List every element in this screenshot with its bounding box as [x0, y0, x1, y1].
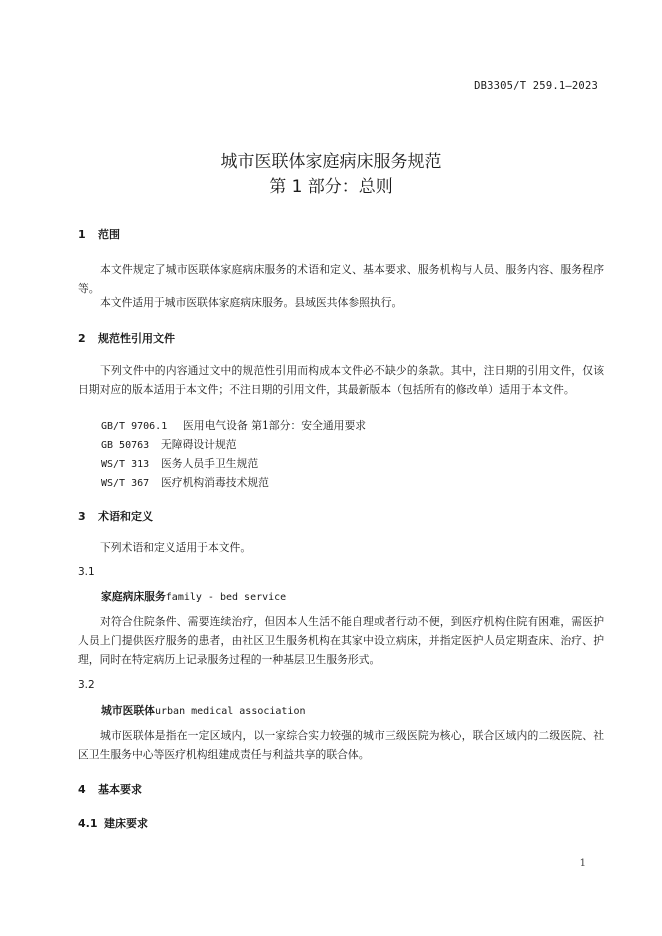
- term-chinese: 家庭病床服务: [101, 590, 166, 603]
- section-1-heading: [78, 226, 120, 242]
- paragraph-text: 城市医联体是指在一定区域内，以一家综合实力较强的城市三级医院为核心，联合区域内的二级医院、社区卫生服务中心等医疗机构组建成责任与利益共享的联合体。: [78, 729, 604, 761]
- page-number: 1: [579, 858, 586, 869]
- section-2-intro: [78, 361, 604, 399]
- section-1-paragraph-2: [78, 293, 604, 312]
- paragraph-text: 下列术语和定义适用于本文件。: [100, 541, 252, 554]
- section-4-title: 基本要求: [98, 783, 142, 796]
- section-2-number: 2: [78, 332, 86, 345]
- term-3-2: [101, 703, 306, 718]
- subsection-4-1-heading: [78, 815, 148, 831]
- document-title: 城市医联体家庭病床服务规范: [220, 152, 442, 172]
- paragraph-text: 本文件适用于城市医联体家庭病床服务。县域医共体参照执行。: [100, 296, 403, 309]
- reference-item: [101, 475, 269, 490]
- reference-title: 无障碍设计规范: [161, 438, 237, 451]
- section-1-title: 范围: [98, 228, 120, 241]
- document-code: DB3305/T 259.1—2023: [474, 80, 598, 92]
- reference-title: 医疗机构消毒技术规范: [161, 476, 269, 489]
- section-4-heading: [78, 781, 142, 797]
- section-3-intro: [78, 538, 604, 557]
- reference-code: GB 50763: [101, 440, 150, 451]
- section-1-number: 1: [78, 228, 86, 241]
- section-3-title: 术语和定义: [98, 510, 153, 523]
- term-3-1: [101, 589, 286, 604]
- subsection-4-1-number: 4.1: [78, 817, 98, 830]
- clause-number-3-2: 3.2: [78, 679, 95, 691]
- section-3-heading: [78, 508, 153, 524]
- reference-code: WS/T 313: [101, 459, 150, 470]
- reference-title: 医用电气设备 第1部分：安全通用要求: [183, 419, 367, 432]
- clause-number-3-1: 3.1: [78, 566, 95, 578]
- reference-title: 医务人员手卫生规范: [161, 457, 259, 470]
- term-3-2-definition: [78, 726, 604, 764]
- reference-item: [101, 456, 258, 471]
- term-english: family - bed service: [165, 592, 287, 603]
- reference-item: [101, 437, 237, 452]
- section-2-title: 规范性引用文件: [98, 332, 175, 345]
- reference-code: WS/T 367: [101, 478, 150, 489]
- term-chinese: 城市医联体: [101, 704, 155, 717]
- section-3-number: 3: [78, 510, 86, 523]
- section-4-number: 4: [78, 783, 86, 796]
- paragraph-text: 本文件规定了城市医联体家庭病床服务的术语和定义、基本要求、服务机构与人员、服务内容、服务程序等。: [78, 263, 604, 295]
- subsection-4-1-title: 建床要求: [104, 817, 148, 830]
- paragraph-text: 对符合住院条件、需要连续治疗，但因本人生活不能自理或者行动不便，到医疗机构住院有困难，需医护人员上门提供医疗服务的患者，由社区卫生服务机构在其家中设立病床，并指定医护人员定期查床、治疗、护理，同时在特定病历上记录服务过程的一种基层卫生服务形式。: [78, 615, 604, 666]
- term-english: urban medical association: [154, 706, 306, 717]
- paragraph-text: 下列文件中的内容通过文中的规范性引用而构成本文件必不缺少的条款。其中，注日期的引用文件，仅该日期对应的版本适用于本文件；不注日期的引用文件，其最新版本（包括所有的修改单）适用于本文件。: [78, 364, 604, 396]
- term-3-1-definition: [78, 612, 604, 669]
- document-subtitle: 第 1 部分：总则: [269, 177, 393, 197]
- section-2-heading: [78, 330, 175, 346]
- reference-item: [101, 418, 366, 433]
- reference-code: GB/T 9706.1: [101, 421, 168, 432]
